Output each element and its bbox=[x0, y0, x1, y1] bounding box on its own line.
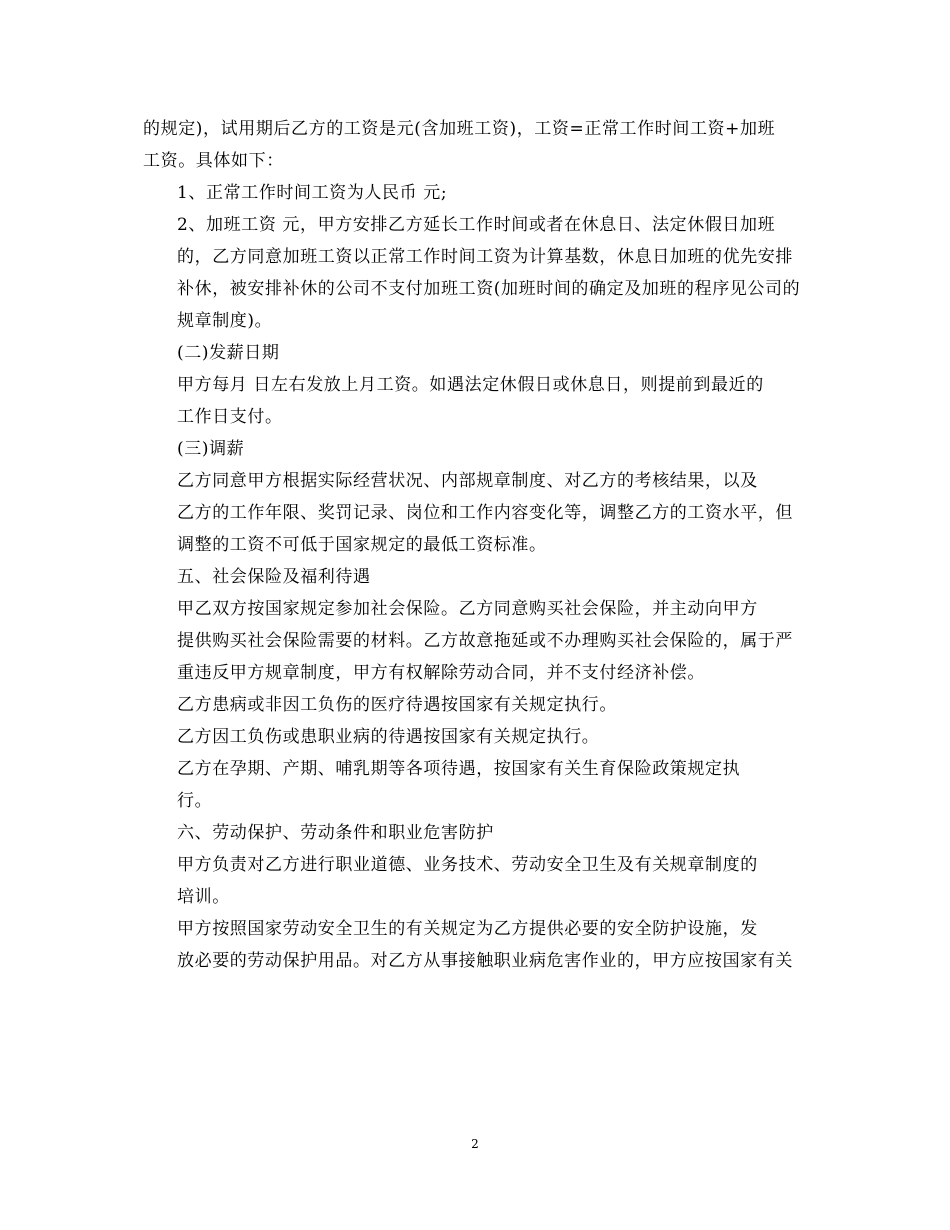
paragraph-p13 bbox=[143, 817, 805, 849]
text-line: 甲方每月 日左右发放上月工资。如遇法定休假日或休息日，则提前到最近的 bbox=[177, 375, 764, 395]
text-line: 乙方在孕期、产期、哺乳期等各项待遇，按国家有关生育保险政策规定执 bbox=[177, 759, 741, 779]
text-line: 重违反甲方规章制度，甲方有权解除劳动合同，并不支付经济补偿。 bbox=[177, 663, 705, 683]
text-line: 补休，被安排补休的公司不支付加班工资(加班时间的确定及加班的程序见公司的 bbox=[177, 279, 801, 299]
text-line: (二)发薪日期 bbox=[177, 343, 280, 363]
paragraph-p6 bbox=[143, 433, 805, 465]
text-line: 乙方患病或非因工负伤的医疗待遇按国家有关规定执行。 bbox=[177, 695, 617, 715]
text-line: 五、社会保险及福利待遇 bbox=[177, 567, 371, 587]
text-line: 乙方同意甲方根据实际经营状况、内部规章制度、对乙方的考核结果，以及 bbox=[177, 471, 758, 491]
text-line: 提供购买社会保险需要的材料。乙方故意拖延或不办理购买社会保险的，属于严 bbox=[177, 631, 793, 651]
text-line: 的，乙方同意加班工资以正常工作时间工资为计算基数，休息日加班的优先安排 bbox=[177, 247, 793, 267]
paragraph-p5 bbox=[143, 369, 805, 433]
text-line: 的规定)，试用期后乙方的工资是元(含加班工资)，工资=正常工作时间工资+加班 bbox=[143, 119, 776, 139]
text-line: 甲方按照国家劳动安全卫生的有关规定为乙方提供必要的安全防护设施，发 bbox=[177, 919, 758, 939]
text-line: 甲乙双方按国家规定参加社会保险。乙方同意购买社会保险，并主动向甲方 bbox=[177, 599, 758, 619]
paragraph-p9 bbox=[143, 593, 805, 689]
paragraph-p1 bbox=[143, 113, 805, 177]
paragraph-p10 bbox=[143, 689, 805, 721]
text-line: 2、加班工资 元，甲方安排乙方延长工作时间或者在休息日、法定休假日加班 bbox=[177, 215, 776, 235]
text-line: 工作日支付。 bbox=[177, 407, 283, 427]
text-line: 放必要的劳动保护用品。对乙方从事接触职业病危害作业的，甲方应按国家有关 bbox=[177, 951, 793, 971]
text-line: 行。 bbox=[177, 791, 213, 811]
page-number: 2 bbox=[471, 1137, 479, 1151]
paragraph-p2 bbox=[143, 177, 805, 209]
text-line: 规章制度)。 bbox=[177, 311, 273, 331]
text-line: 调整的工资不可低于国家规定的最低工资标准。 bbox=[177, 535, 547, 555]
document-body bbox=[143, 113, 805, 977]
text-line: 甲方负责对乙方进行职业道德、业务技术、劳动安全卫生及有关规章制度的 bbox=[177, 855, 758, 875]
paragraph-p3 bbox=[143, 209, 805, 337]
text-line: 工资。具体如下： bbox=[143, 151, 284, 171]
text-line: 乙方因工负伤或患职业病的待遇按国家有关规定执行。 bbox=[177, 727, 600, 747]
paragraph-p8 bbox=[143, 561, 805, 593]
text-line: 乙方的工作年限、奖罚记录、岗位和工作内容变化等，调整乙方的工资水平，但 bbox=[177, 503, 793, 523]
text-line: 培训。 bbox=[177, 887, 230, 907]
paragraph-p14 bbox=[143, 849, 805, 913]
paragraph-p12 bbox=[143, 753, 805, 817]
paragraph-p15 bbox=[143, 913, 805, 977]
paragraph-p4 bbox=[143, 337, 805, 369]
text-line: 1、正常工作时间工资为人民币 元; bbox=[177, 183, 448, 203]
paragraph-p7 bbox=[143, 465, 805, 561]
text-line: 六、劳动保护、劳动条件和职业危害防护 bbox=[177, 823, 494, 843]
text-line: (三)调薪 bbox=[177, 439, 245, 459]
paragraph-p11 bbox=[143, 721, 805, 753]
